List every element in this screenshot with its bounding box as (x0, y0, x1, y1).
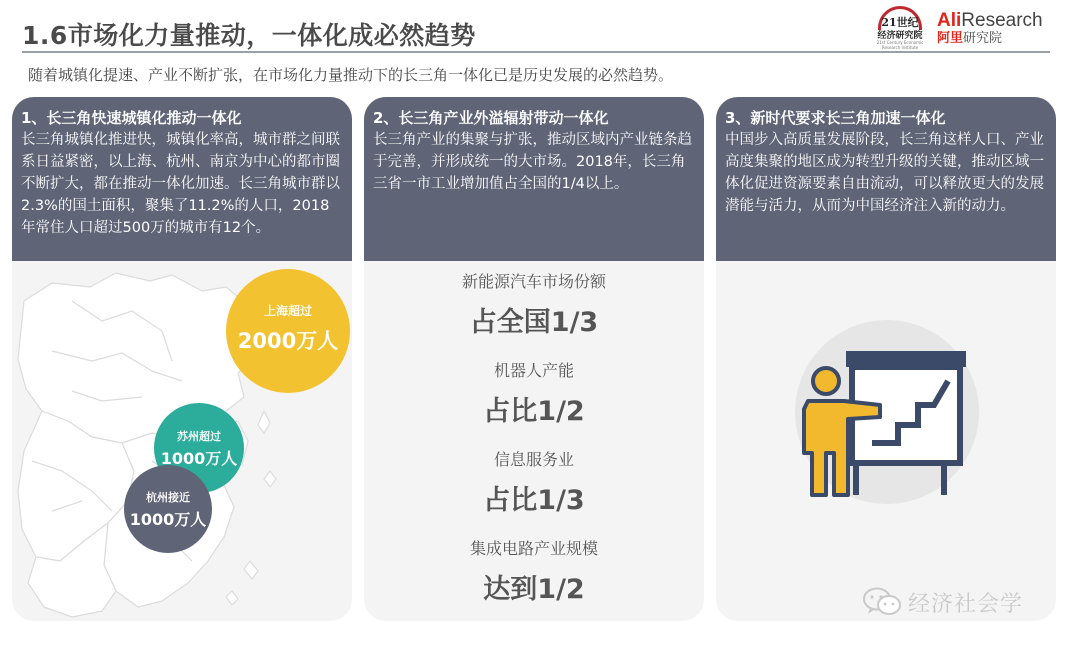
presenter-chart-icon (794, 319, 980, 505)
bubble-shanghai-label: 上海超过 (263, 303, 312, 318)
page-subtitle: 随着城镇化提速、产业不断扩张，在市场化力量推动下的长三角一体化已是历史发展的必然趋势。 (28, 66, 674, 84)
card-body: 长三角城镇化推进快，城镇化率高，城市群之间联系日益紧密，以上海、杭州、南京为中心的都市圈不断扩大，都在推动一体化加速。长三角城市群以2.3%的国土面积，聚集了11.2%的人口，2018年常住人口超过500万的城市有12个。 (21, 132, 340, 236)
wechat-icon (862, 586, 902, 618)
card-heading: 3、新时代要求长三角加速一体化 (725, 109, 946, 127)
stat-value: 占比1/3 (483, 485, 585, 516)
wechat-watermark (862, 586, 1023, 618)
bubble-suzhou-value: 1000万人 (160, 448, 238, 468)
card-heading: 1、长三角快速城镇化推动一体化 (21, 109, 242, 127)
stat-item (364, 536, 704, 606)
stat-item (364, 358, 704, 428)
bubble-shanghai (226, 269, 350, 393)
bubble-hangzhou-label: 杭州接近 (146, 490, 190, 504)
bubble-suzhou-label: 苏州超过 (177, 429, 221, 443)
stat-value: 占比1/2 (483, 396, 585, 427)
stat-label: 信息服务业 (493, 450, 574, 469)
logo21-english: 21st Century Economic Research Institute (876, 40, 924, 50)
card-body: 长三角产业的集聚与扩张，推动区域内产业链条趋于完善，并形成统一的大市场。2018年，长三角三省一市工业增加值占全国的1/4以上。 (373, 132, 692, 192)
stat-value: 达到1/2 (483, 574, 585, 605)
bubble-hangzhou-value: 1000万人 (129, 509, 207, 529)
card-header (12, 97, 352, 261)
card-header (716, 97, 1056, 261)
ali-logo-cn: 阿里研究院 (937, 31, 1003, 46)
stat-item (364, 269, 704, 339)
watermark-text: 经济社会学 (908, 591, 1024, 617)
title-divider (22, 51, 1050, 53)
card-body: 中国步入高质量发展阶段，长三角这样人口、产业高度集聚的地区成为转型升级的关键，推动区域一体化促进资源要素自由流动，可以释放更大的发展潜能与活力，从而为中国经济注入新的动力。 (725, 132, 1044, 214)
stat-value: 占全国1/3 (469, 307, 599, 338)
stat-label: 新能源汽车市场份额 (461, 272, 606, 291)
ali-logo-en: AliResearch (937, 10, 1043, 31)
bubble-shanghai-value: 2000万人 (237, 328, 339, 353)
bubble-hangzhou (124, 465, 212, 553)
stat-label: 机器人产能 (493, 361, 574, 380)
card-industry (364, 97, 704, 621)
stat-label: 集成电路产业规模 (469, 539, 598, 558)
21st-century-logo (868, 6, 932, 48)
card-heading: 2、长三角产业外溢辐射带动一体化 (373, 109, 609, 127)
aliresearch-logo (937, 11, 1043, 47)
page-title: 1.6市场化力量推动，一体化成必然趋势 (22, 21, 476, 50)
logo21-name: 经济研究院 (877, 31, 923, 41)
logo21-number: 21世纪 (881, 16, 919, 29)
card-header (364, 97, 704, 261)
card-new-era (716, 97, 1056, 621)
stat-item (364, 447, 704, 517)
